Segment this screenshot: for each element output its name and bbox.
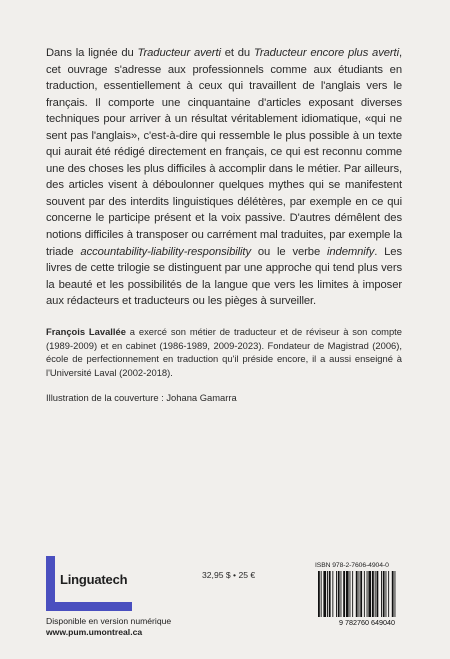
barcode-digits: 9 782760 649040 bbox=[339, 618, 395, 627]
publisher-name: Linguatech bbox=[60, 572, 128, 587]
author-bio-text: a exercé son métier de traducteur et de réviseur à son compte (1989-2009) et en cabinet (1986-1989, 2009-2023). Fondateur de Magistrad (2006), école de perfectionnement en traduction qu'il préside encore, il a aussi enseigné à l'Université Laval (2002-2018). bbox=[46, 326, 402, 378]
barcode-bars bbox=[318, 571, 395, 617]
illustration-credit: Illustration de la couverture : Johana Gamarra bbox=[46, 392, 237, 403]
author-bio bbox=[46, 325, 402, 379]
digital-version-text: Disponible en version numérique bbox=[46, 616, 172, 626]
publisher-url[interactable]: www.pum.umontreal.ca bbox=[46, 627, 143, 637]
text-segment: Dans la lignée du bbox=[46, 47, 138, 59]
text-segment: et du bbox=[220, 47, 254, 59]
text-segment: , cet ouvrage s'adresse aux professionnels comme aux étudiants en traduction, essentiellement à ceux qui travaillent de l'anglais vers le français. Il comporte une cinquantaine d'articles exposant diverses techniques pour arriver à un résultat véritablement idiomatique, «qui ne sent pas l'anglais», c'est-à-dire qui ressemble le plus possible à un texte qui aurait été rédigé directement en français, ce qui est reconnu comme une des choses les plus difficiles à accomplir dans le métier. Par ailleurs, des articles visent à déboulonner quelques mythes qui se manifestent souvent par des interdits linguistiques délétères, par exemple en ce qui concerne le participe présent et la voix passive. D'autres démêlent des notions difficiles à transposer ou carrément mal traduites, par exemple la triade bbox=[46, 47, 403, 258]
author-name: François Lavallée bbox=[46, 326, 126, 337]
isbn-label: ISBN 978-2-7606-4904-0 bbox=[315, 562, 389, 569]
book-title: Traducteur averti bbox=[137, 47, 221, 59]
term-italic: indemnify bbox=[327, 245, 375, 258]
publisher-logo bbox=[46, 556, 132, 614]
digital-availability bbox=[46, 616, 171, 638]
text-segment: . Les livres de cette trilogie se distinguent par une approche qui tend plus vers la beauté et les possibilités de la langue que vers les limites à imposer aux rédacteurs et traducteurs ou les pièges à surveiller. bbox=[46, 245, 402, 308]
price: 32,95 $ • 25 € bbox=[202, 570, 256, 580]
text-segment: ou le verbe bbox=[250, 245, 327, 258]
logo-bar-horizontal bbox=[46, 602, 132, 611]
barcode bbox=[312, 571, 422, 627]
book-title: Traducteur encore plus averti bbox=[253, 47, 399, 59]
description-paragraph bbox=[46, 45, 402, 310]
term-italic: accountability-liability-responsibility bbox=[80, 245, 251, 258]
